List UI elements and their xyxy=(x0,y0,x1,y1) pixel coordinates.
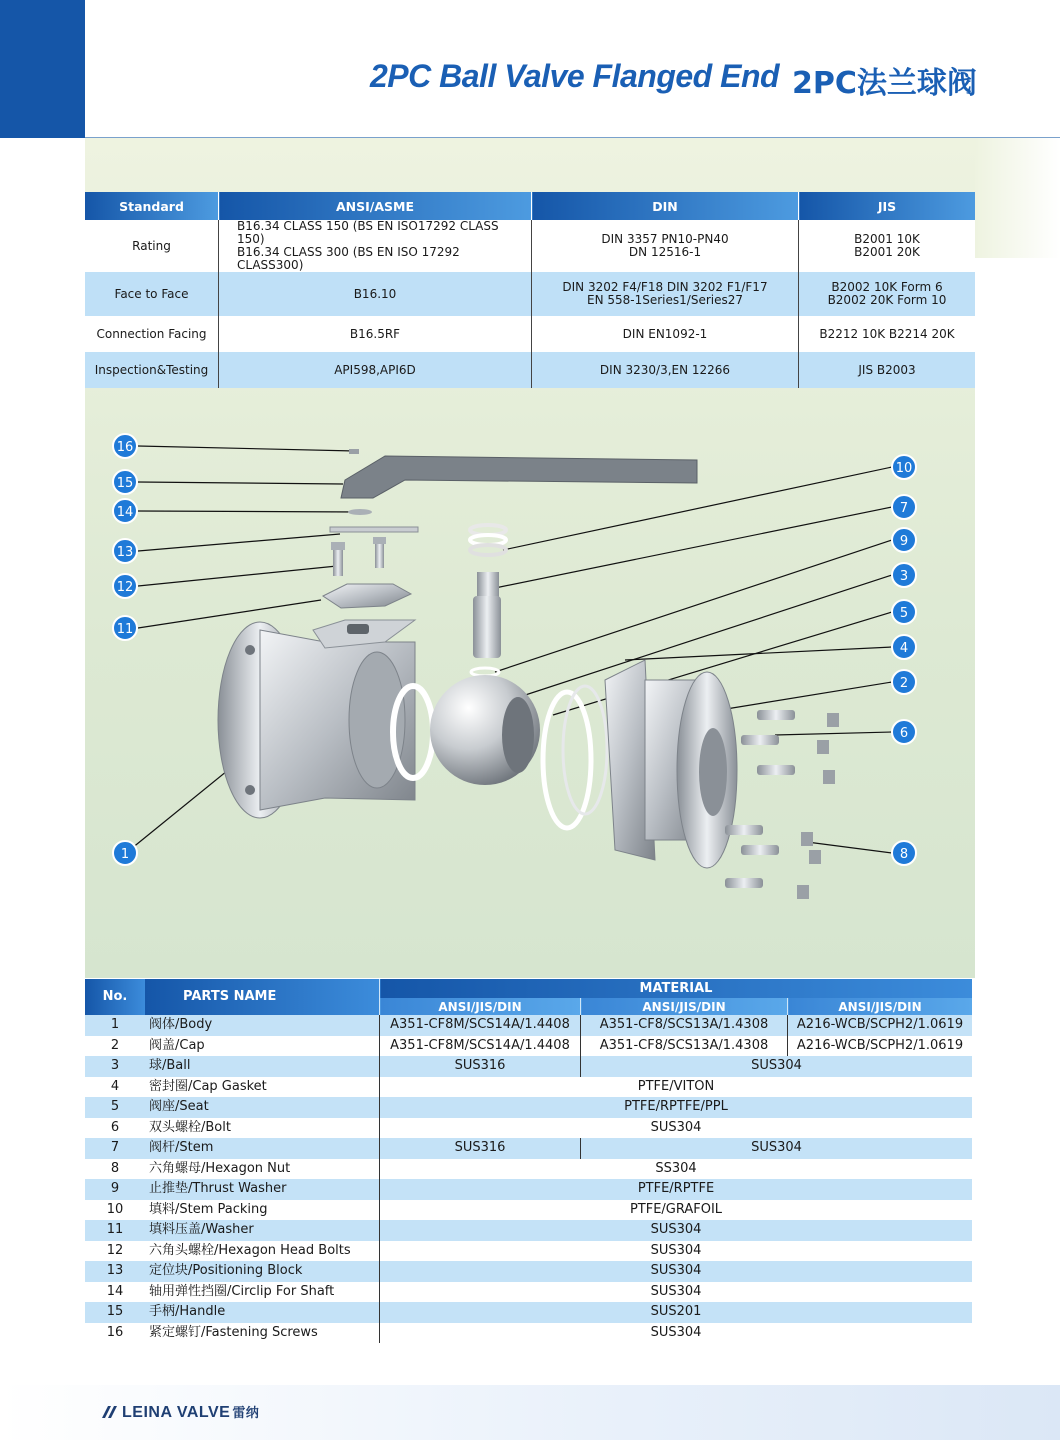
table-row xyxy=(85,1282,972,1303)
din-value xyxy=(532,220,799,272)
circlip xyxy=(348,509,372,515)
ansi-value: B16.5RF xyxy=(219,316,532,352)
jis-line: B2002 20K Form 10 xyxy=(827,293,947,307)
part-name: 填料压盖/Washer xyxy=(145,1220,380,1241)
svg-text:3: 3 xyxy=(899,569,909,584)
svg-text:11: 11 xyxy=(116,622,134,637)
part-material: SUS304 xyxy=(380,1241,973,1262)
svg-text:10: 10 xyxy=(895,461,913,476)
part-material: A351-CF8/SCS13A/1.4308 xyxy=(581,1036,788,1057)
callout-badge xyxy=(892,563,916,587)
material-subheader: ANSI/JIS/DIN xyxy=(380,998,581,1015)
part-material: SUS316 xyxy=(380,1138,581,1159)
callout-badge xyxy=(892,841,916,865)
part-material: SS304 xyxy=(380,1159,973,1180)
stem-packing xyxy=(470,525,506,555)
svg-text:16: 16 xyxy=(116,440,134,455)
part-material: A216-WCB/SCPH2/1.0619 xyxy=(788,1036,973,1057)
exploded-valve-diagram xyxy=(85,380,975,978)
part-material: PTFE/RPTFE/PPL xyxy=(380,1097,973,1118)
din-line: EN 558-1Series1/Series27 xyxy=(587,293,743,307)
part-material: SUS316 xyxy=(380,1056,581,1077)
gland-washer xyxy=(323,584,411,608)
part-no: 14 xyxy=(85,1282,145,1303)
part-no: 16 xyxy=(85,1323,145,1344)
parts-header-row xyxy=(85,979,972,998)
table-row xyxy=(85,1241,972,1262)
part-no: 4 xyxy=(85,1077,145,1098)
part-no: 8 xyxy=(85,1159,145,1180)
standards-table xyxy=(85,192,975,388)
ansi-line: B16.34 CLASS 300 (BS EN ISO 17292 CLASS300) xyxy=(237,245,460,272)
material-subheader: ANSI/JIS/DIN xyxy=(788,998,973,1015)
part-material: SUS304 xyxy=(380,1282,973,1303)
part-name: 手柄/Handle xyxy=(145,1302,380,1323)
part-no: 12 xyxy=(85,1241,145,1262)
callout-badge xyxy=(892,635,916,659)
part-no: 15 xyxy=(85,1302,145,1323)
standards-row xyxy=(85,316,975,352)
din-line: DIN 3357 PN10-PN40 xyxy=(601,232,729,246)
callout-badge xyxy=(892,455,916,479)
part-material: SUS304 xyxy=(581,1056,973,1077)
callout-badge xyxy=(113,616,137,640)
brand-name: LEINA VALVE xyxy=(122,1404,231,1421)
table-row xyxy=(85,1036,972,1057)
table-row xyxy=(85,1077,972,1098)
studs-and-nuts xyxy=(725,710,839,899)
svg-text:13: 13 xyxy=(116,545,134,560)
jis-line: B2002 10K Form 6 xyxy=(831,280,943,294)
ansi-line: B16.34 CLASS 150 (BS EN ISO17292 CLASS 150) xyxy=(237,219,499,246)
part-name: 阀体/Body xyxy=(145,1015,380,1036)
svg-text:6: 6 xyxy=(899,726,909,741)
part-name: 六角头螺栓/Hexagon Head Bolts xyxy=(145,1241,380,1262)
svg-text:8: 8 xyxy=(899,847,909,862)
part-material: SUS201 xyxy=(380,1302,973,1323)
standards-header-row xyxy=(85,192,975,220)
part-no: 6 xyxy=(85,1118,145,1139)
brand-logo xyxy=(100,1402,259,1422)
part-no: 1 xyxy=(85,1015,145,1036)
callout-badge xyxy=(113,434,137,458)
logo-mark-icon xyxy=(100,1405,118,1419)
table-row xyxy=(85,1179,972,1200)
svg-text:12: 12 xyxy=(116,580,134,595)
table-row xyxy=(85,1159,972,1180)
table-row xyxy=(85,1015,972,1036)
jis-value: JIS B2003 xyxy=(799,352,976,388)
stem-part xyxy=(471,572,501,676)
page-title: 2PC Ball Valve Flanged End xyxy=(370,58,780,94)
callout-badge xyxy=(113,574,137,598)
callout-badge xyxy=(892,495,916,519)
standard-label: Rating xyxy=(85,220,219,272)
table-row xyxy=(85,1220,972,1241)
part-material: PTFE/GRAFOIL xyxy=(380,1200,973,1221)
table-row xyxy=(85,1118,972,1139)
table-row xyxy=(85,1323,972,1344)
jis-value xyxy=(799,272,976,316)
ansi-value: API598,API6D xyxy=(219,352,532,388)
callout-badge xyxy=(113,499,137,523)
standards-header: JIS xyxy=(799,192,976,220)
part-no: 9 xyxy=(85,1179,145,1200)
part-name: 轴用弹性挡圈/Circlip For Shaft xyxy=(145,1282,380,1303)
standard-label: Face to Face xyxy=(85,272,219,316)
standards-row xyxy=(85,272,975,316)
callout-badge xyxy=(892,670,916,694)
jis-value xyxy=(799,220,976,272)
part-name: 双头螺栓/Bolt xyxy=(145,1118,380,1139)
standards-row xyxy=(85,220,975,272)
corner-blue-block xyxy=(0,0,85,138)
part-material: A351-CF8/SCS13A/1.4308 xyxy=(581,1015,788,1036)
callout-badge xyxy=(113,539,137,563)
svg-text:9: 9 xyxy=(899,534,909,549)
positioning-block xyxy=(330,527,418,532)
jis-line: B2001 20K xyxy=(854,245,920,259)
col-name-header: PARTS NAME xyxy=(145,979,380,1015)
table-row xyxy=(85,1302,972,1323)
part-name: 球/Ball xyxy=(145,1056,380,1077)
handle-part xyxy=(330,449,697,532)
part-material: SUS304 xyxy=(380,1220,973,1241)
part-no: 11 xyxy=(85,1220,145,1241)
callout-badge xyxy=(892,600,916,624)
din-value xyxy=(532,272,799,316)
standard-label: Connection Facing xyxy=(85,316,219,352)
svg-text:4: 4 xyxy=(899,641,909,656)
background-fade xyxy=(975,138,1060,258)
table-row xyxy=(85,1200,972,1221)
page-title-cn: 2PC法兰球阀 xyxy=(792,66,977,101)
din-value: DIN 3230/3,EN 12266 xyxy=(532,352,799,388)
standards-header: DIN xyxy=(532,192,799,220)
part-no: 3 xyxy=(85,1056,145,1077)
standard-label: Inspection&Testing xyxy=(85,352,219,388)
part-no: 2 xyxy=(85,1036,145,1057)
table-row xyxy=(85,1261,972,1282)
jis-line: B2001 10K xyxy=(854,232,920,246)
part-name: 六角螺母/Hexagon Nut xyxy=(145,1159,380,1180)
part-name: 紧定螺钉/Fastening Screws xyxy=(145,1323,380,1344)
part-name: 密封圈/Cap Gasket xyxy=(145,1077,380,1098)
standards-header: Standard xyxy=(85,192,219,220)
svg-text:1: 1 xyxy=(120,847,130,862)
svg-text:2: 2 xyxy=(899,676,909,691)
svg-text:15: 15 xyxy=(116,476,134,491)
callout-badge xyxy=(892,720,916,744)
part-material: PTFE/RPTFE xyxy=(380,1179,973,1200)
col-material-header: MATERIAL xyxy=(380,979,973,998)
col-no-header: No. xyxy=(85,979,145,1015)
part-name: 阀盖/Cap xyxy=(145,1036,380,1057)
table-row xyxy=(85,1138,972,1159)
brand-name-cn: 雷纳 xyxy=(232,1405,260,1420)
part-name: 填料/Stem Packing xyxy=(145,1200,380,1221)
part-name: 定位块/Positioning Block xyxy=(145,1261,380,1282)
callout-badge xyxy=(113,841,137,865)
ansi-value: B16.10 xyxy=(219,272,532,316)
thrust-washer xyxy=(471,668,499,676)
table-row xyxy=(85,1056,972,1077)
part-material: SUS304 xyxy=(380,1118,973,1139)
din-line: DIN 3202 F4/F18 DIN 3202 F1/F17 xyxy=(562,280,768,294)
din-line: DN 12516-1 xyxy=(628,245,702,259)
parts-table xyxy=(85,979,972,1343)
part-name: 止推垫/Thrust Washer xyxy=(145,1179,380,1200)
ansi-value xyxy=(219,220,532,272)
part-no: 5 xyxy=(85,1097,145,1118)
part-name: 阀座/Seat xyxy=(145,1097,380,1118)
part-material: A216-WCB/SCPH2/1.0619 xyxy=(788,1015,973,1036)
part-material: A351-CF8M/SCS14A/1.4408 xyxy=(380,1015,581,1036)
table-row xyxy=(85,1097,972,1118)
callout-badge xyxy=(113,470,137,494)
svg-text:14: 14 xyxy=(116,505,134,520)
hexagon-bolts xyxy=(331,537,386,576)
part-material: SUS304 xyxy=(380,1323,973,1344)
valve-cap xyxy=(605,660,737,868)
jis-value: B2212 10K B2214 20K xyxy=(799,316,976,352)
part-no: 10 xyxy=(85,1200,145,1221)
valve-body xyxy=(218,620,415,818)
part-material: SUS304 xyxy=(581,1138,973,1159)
svg-text:7: 7 xyxy=(899,501,909,516)
ball-part xyxy=(430,675,540,785)
part-name: 阀杆/Stem xyxy=(145,1138,380,1159)
callout-badge xyxy=(892,528,916,552)
part-material: A351-CF8M/SCS14A/1.4408 xyxy=(380,1036,581,1057)
svg-text:5: 5 xyxy=(899,606,909,621)
fastening-screw xyxy=(349,449,359,454)
material-subheader: ANSI/JIS/DIN xyxy=(581,998,788,1015)
part-no: 13 xyxy=(85,1261,145,1282)
standards-header: ANSI/ASME xyxy=(219,192,532,220)
part-material: SUS304 xyxy=(380,1261,973,1282)
din-value: DIN EN1092-1 xyxy=(532,316,799,352)
part-no: 7 xyxy=(85,1138,145,1159)
part-material: PTFE/VITON xyxy=(380,1077,973,1098)
